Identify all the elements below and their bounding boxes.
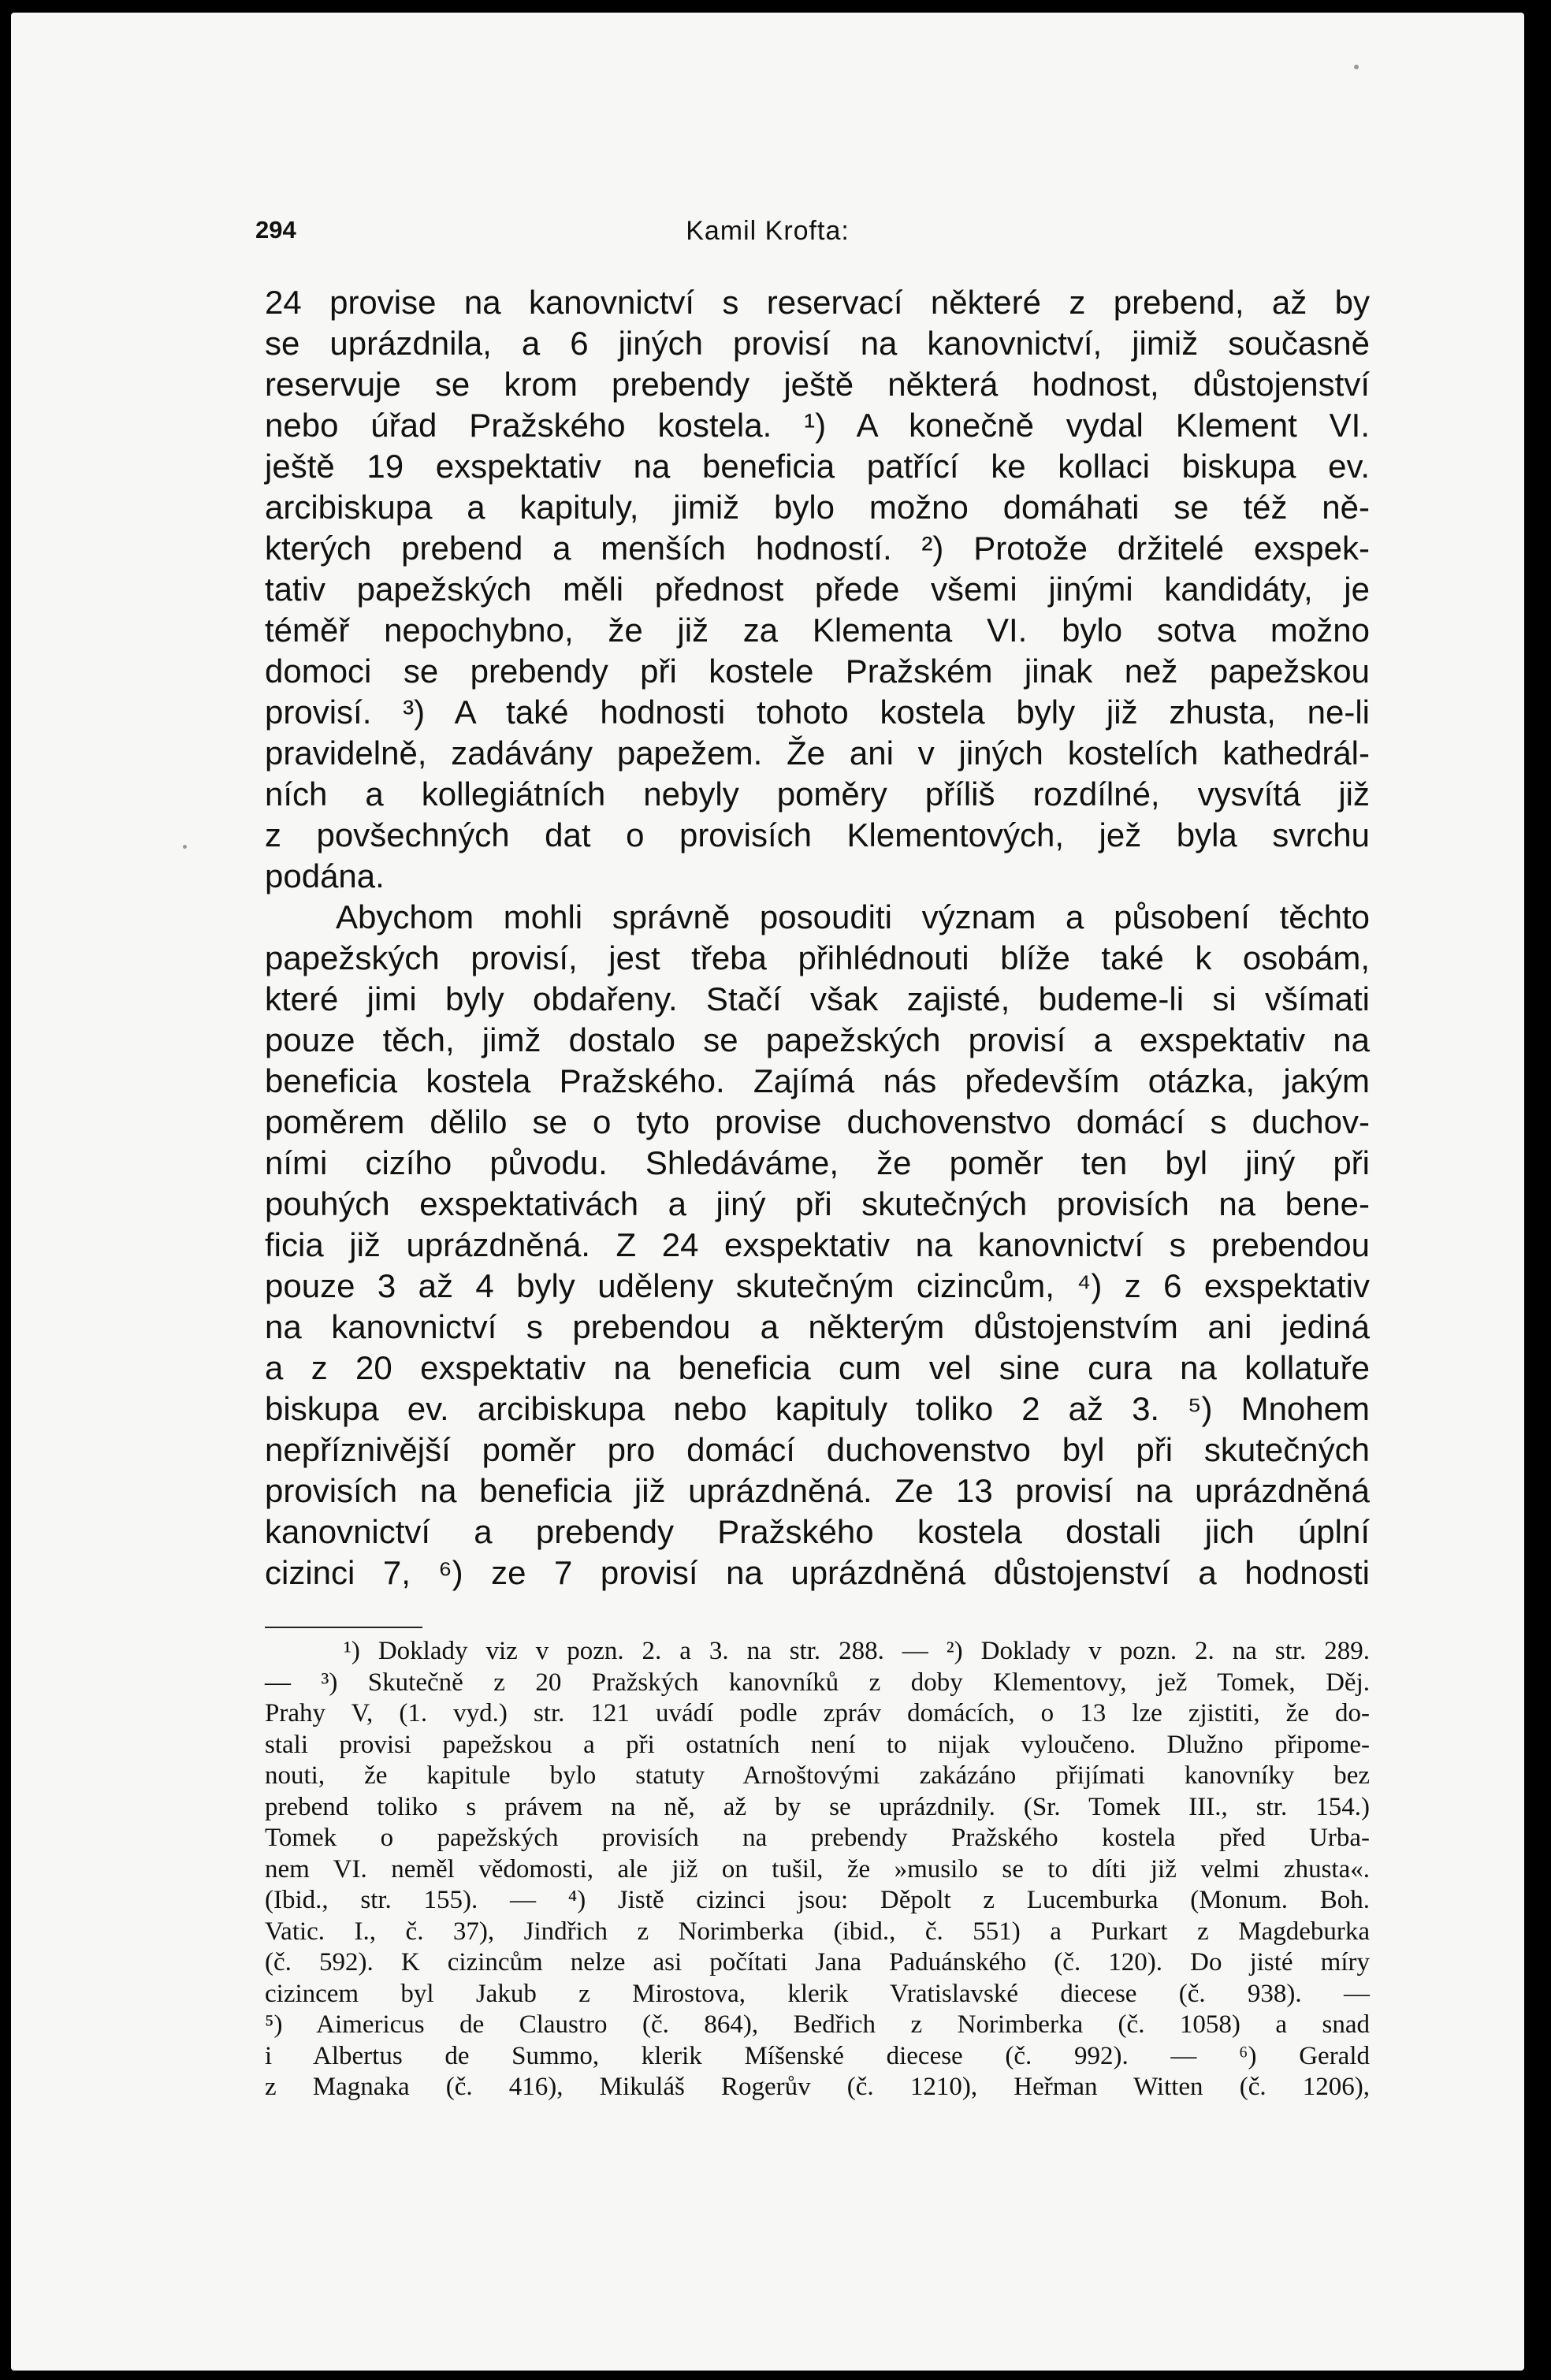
- text-line: provisí. ³) A také hodnosti tohoto kostela byly již zhusta, ne-li: [265, 694, 1370, 731]
- footnote-line: ¹) Doklady viz v pozn. 2. a 3. na str. 288. — ²) Doklady v pozn. 2. na str. 289.: [344, 1637, 1370, 1665]
- page-header: [11, 216, 1524, 252]
- footnote-line: prebend toliko s právem na ně, až by se uprázdnily. (Sr. Tomek III., str. 154.): [265, 1792, 1370, 1821]
- footnote-line: i Albertus de Summo, klerik Míšenské diecese (č. 992). — ⁶) Gerald: [265, 2041, 1370, 2070]
- footnotes: [265, 1636, 1370, 2103]
- page-number: 294: [255, 216, 296, 244]
- footnote-line: (č. 592). K cizincům nelze asi počítati Jana Paduánského (č. 120). Do jisté míry: [265, 1948, 1370, 1977]
- footnote-line: z Magnaka (č. 416), Mikuláš Rogerův (č. 1210), Heřman Witten (č. 1206),: [265, 2073, 1370, 2101]
- text-line: beneficia kostela Pražského. Zajímá nás především otázka, jakým: [265, 1062, 1370, 1099]
- book-page: [11, 13, 1524, 2371]
- text-line: nebo úřad Pražského kostela. ¹) A konečně vydal Klement VI.: [265, 407, 1370, 444]
- text-line: reservuje se krom prebendy ještě některá hodnost, důstojenství: [265, 366, 1370, 403]
- text-line: ních a kollegiátních nebyly poměry příliš rozdílné, vysvítá již: [265, 775, 1370, 813]
- scan-speck: [183, 845, 187, 849]
- text-line: pravidelně, zadávány papežem. Že ani v jiných kostelích kathedrál-: [265, 734, 1370, 772]
- text-line: téměř nepochybno, že již za Klementa VI. bylo sotva možno: [265, 612, 1370, 649]
- text-line: a z 20 exspektativ na beneficia cum vel sine cura na kollatuře: [265, 1349, 1370, 1386]
- running-title: Kamil Krofta:: [686, 216, 850, 246]
- text-line: se uprázdnila, a 6 jiných provisí na kanovnictví, jimiž současně: [265, 325, 1370, 362]
- footnote-line: nem VI. neměl vědomosti, ale již on tušil, že »musilo se to díti již velmi zhusta«.: [265, 1854, 1370, 1884]
- text-line: Abychom mohli správně posouditi význam a působení těchto: [336, 898, 1370, 935]
- text-line: nepříznivější poměr pro domácí duchovenstvo byl při skutečných: [265, 1431, 1370, 1468]
- footnote-line: — ³) Skutečně z 20 Pražských kanovníků z doby Klementovy, jež Tomek, Děj.: [265, 1668, 1370, 1697]
- text-line: provisích na beneficia již uprázdněná. Ze 13 provisí na uprázdněná: [265, 1472, 1370, 1509]
- footnote-line: Prahy V, (1. vyd.) str. 121 uvádí podle zpráv domácích, o 13 lze zjistiti, že do-: [265, 1699, 1370, 1727]
- text-line: pouze 3 až 4 byly uděleny skutečným cizincům, ⁴) z 6 exspektativ: [265, 1267, 1370, 1304]
- text-line: 24 provise na kanovnictví s reservací některé z prebend, až by: [265, 284, 1370, 321]
- text-line: ními cizího původu. Shledáváme, že poměr ten byl jiný při: [265, 1144, 1370, 1181]
- text-line: ještě 19 exspektativ na beneficia patřící ke kollaci biskupa ev.: [265, 448, 1370, 485]
- footnote-line: stali provisi papežskou a při ostatních není to nijak vyloučeno. Dlužno připome-: [265, 1730, 1370, 1759]
- text-line: kanovnictví a prebendy Pražského kostela dostali jich úplní: [265, 1513, 1370, 1550]
- text-line: z povšechných dat o provisích Klementových, jež byla svrchu: [265, 816, 1370, 853]
- footnote-line: Vatic. I., č. 37), Jindřich z Norimberka (ibid., č. 551) a Purkart z Magdeburka: [265, 1917, 1370, 1946]
- text-line: pouze těch, jimž dostalo se papežských provisí a exspektativ na: [265, 1021, 1370, 1058]
- text-line: na kanovnictví s prebendou a některým důstojenstvím ani jediná: [265, 1308, 1370, 1345]
- text-line: pouhých exspektativách a jiný při skutečných provisích na bene-: [265, 1185, 1370, 1222]
- footnote-line: nouti, že kapitule bylo statuty Arnoštovými zakázáno přijímati kanovníky bez: [265, 1761, 1370, 1790]
- text-line: domoci se prebendy při kostele Pražském jinak než papežskou: [265, 653, 1370, 690]
- text-line: ficia již uprázdněná. Z 24 exspektativ na kanovnictví s prebendou: [265, 1226, 1370, 1263]
- text-line: poměrem dělilo se o tyto provise duchovenstvo domácí s duchov-: [265, 1103, 1370, 1140]
- text-line: arcibiskupa a kapituly, jimiž bylo možno domáhati se též ně-: [265, 489, 1370, 526]
- text-line: tativ papežských měli přednost přede všemi jinými kandidáty, je: [265, 571, 1370, 608]
- text-line: papežských provisí, jest třeba přihlédnouti blíže také k osobám,: [265, 939, 1370, 976]
- footnote-line: Tomek o papežských provisích na prebendy Pražského kostela před Urba-: [265, 1824, 1370, 1852]
- footnote-line: (Ibid., str. 155). — ⁴) Jistě cizinci jsou: Děpolt z Lucemburka (Monum. Boh.: [265, 1886, 1370, 1914]
- text-line: podána.: [265, 857, 385, 894]
- footnote-line: cizincem byl Jakub z Mirostova, klerik Vratislavské diecese (č. 938). —: [265, 1979, 1370, 2008]
- text-line: které jimi byly obdařeny. Stačí však zajisté, budeme-li si všímati: [265, 980, 1370, 1017]
- body-text: [265, 282, 1370, 1593]
- footnote-rule: [265, 1627, 422, 1628]
- text-line: cizinci 7, ⁶) ze 7 provisí na uprázdněná důstojenství a hodnosti: [265, 1554, 1370, 1591]
- scan-speck: [1354, 65, 1359, 69]
- text-line: biskupa ev. arcibiskupa nebo kapituly toliko 2 až 3. ⁵) Mnohem: [265, 1390, 1370, 1427]
- footnote-line: ⁵) Aimericus de Claustro (č. 864), Bedřich z Norimberka (č. 1058) a snad: [265, 2010, 1370, 2039]
- text-line: kterých prebend a menších hodností. ²) Protože držitelé exspek-: [265, 530, 1370, 567]
